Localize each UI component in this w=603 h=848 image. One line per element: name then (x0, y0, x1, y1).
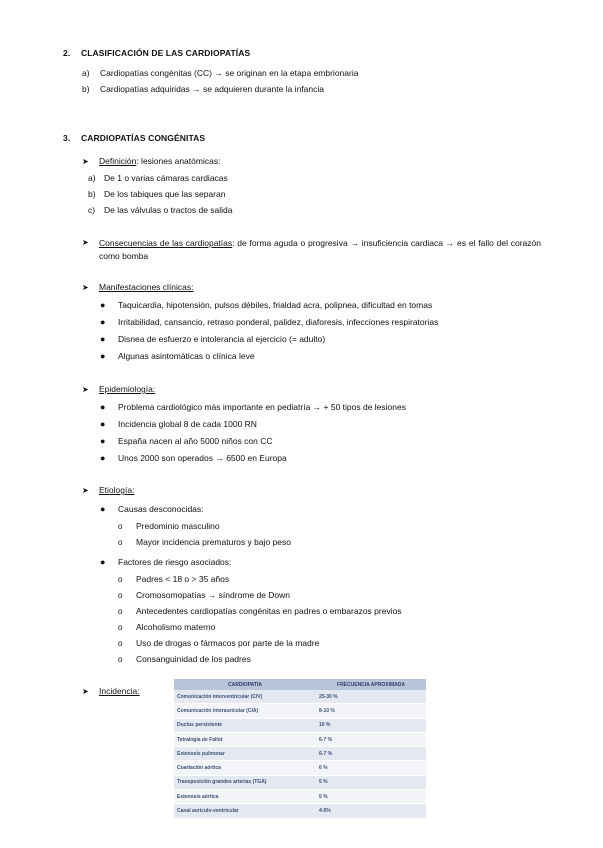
bullet-item (100, 317, 438, 327)
bullet-text: España nacen al año 5000 niños con CC (118, 436, 273, 446)
item-text: De las válvulas o tractos de salida (104, 205, 233, 215)
bullet-item (100, 453, 287, 463)
item-label: c) (88, 205, 96, 215)
bullet-text: Algunas asintomáticas o clínica leve (118, 351, 255, 361)
bullet-dot-icon: ● (100, 334, 106, 344)
item-label: a) (82, 68, 90, 78)
table-cell: Canal auriculo-ventricular (174, 804, 316, 818)
table-cell: Transposición grandes arterias (TGA) (174, 775, 316, 789)
item-text: Cardiopatías adquiridas → se adquieren durante la infancia (100, 84, 324, 94)
item-label: b) (82, 84, 90, 94)
table-cell: Ductus persistente (174, 718, 316, 732)
heading-text: Manifestaciones clínicas: (99, 282, 194, 292)
bullet-text: Problema cardiológico más importante en pediatría → + 50 tipos de lesiones (118, 402, 406, 412)
bullet-dot-icon: ● (100, 504, 106, 514)
bullet-text: Irritabilidad, cansancio, retraso ponderal, palidez, diaforesis, infecciones respiratorias (118, 317, 439, 327)
bullet-item (100, 436, 273, 446)
sub-bullet-text: Mayor incidencia prematuros y bajo peso (136, 537, 291, 547)
bullet-item (100, 402, 406, 412)
table-row (174, 732, 426, 746)
bullet-dot-icon: ● (100, 436, 106, 446)
heading-definicion (82, 156, 220, 166)
table-cell: 6-7 % (316, 747, 426, 761)
list-item (88, 173, 228, 183)
item-text: Cardiopatías congénitas (CC) → se originan en la etapa embrionaria (100, 68, 359, 78)
table-row (174, 747, 426, 761)
circle-bullet-icon: o (118, 623, 123, 632)
table-row (174, 718, 426, 732)
bullet-dot-icon: ● (100, 557, 106, 567)
list-item (88, 189, 225, 199)
sub-bullet-text: Cromosomopatías → síndrome de Down (136, 590, 291, 600)
arrowhead-bullet-icon: ➤ (82, 385, 89, 394)
bullet-item (100, 557, 231, 567)
table-cell: Comunicación interventricular (CIV) (174, 690, 316, 704)
table-row (174, 704, 426, 718)
section-title-text: CARDIOPATÍAS CONGÉNITAS (81, 133, 206, 143)
bullet-item (100, 419, 257, 429)
table-cell: Estenosis pulmonar (174, 747, 316, 761)
table-cell: 4-5% (316, 804, 426, 818)
item-text: De 1 o varias cámaras cardiacas (104, 173, 228, 183)
sub-bullet-text: Consanguinidad de los padres (136, 654, 251, 664)
circle-bullet-icon: o (118, 655, 123, 664)
bullet-text: Causas desconocidas: (118, 504, 204, 514)
heading-incidencia (82, 686, 140, 696)
circle-bullet-icon: o (118, 607, 123, 616)
list-item (88, 205, 233, 215)
bullet-text: Factores de riesgo asociados: (118, 557, 232, 567)
sub-bullet-text: Antecedentes cardiopatías congénitas en padres o embarazos previos (136, 606, 402, 616)
section-number: 2. (63, 48, 71, 58)
arrowhead-bullet-icon: ➤ (82, 157, 89, 166)
table-cell: 6 % (316, 761, 426, 775)
list-item (82, 68, 358, 78)
item-label: b) (88, 189, 96, 199)
heading-rest: : lesiones anatómicas: (136, 156, 221, 166)
table-row (174, 690, 426, 704)
heading-text: Incidencia: (99, 686, 140, 696)
bullet-dot-icon: ● (100, 300, 106, 310)
heading-etiologia (82, 485, 134, 495)
item-text: De los tabiques que las separan (104, 189, 226, 199)
table-cell: Coartación aórtica (174, 761, 316, 775)
arrowhead-bullet-icon: ➤ (82, 238, 89, 247)
list-item (82, 84, 324, 94)
heading-epidemiologia (82, 384, 155, 394)
table-row (174, 775, 426, 789)
table-cell: Comunicación interauricular (CIA) (174, 704, 316, 718)
circle-bullet-icon: o (118, 522, 123, 531)
table-cell: 8-10 % (316, 704, 426, 718)
paragraph-text: : de forma aguda o progresiva → insuficiencia cardiaca → es el fallo del corazón como bomba (99, 238, 541, 261)
bullet-dot-icon: ● (100, 419, 106, 429)
table-cell: 5 % (316, 790, 426, 804)
bullet-dot-icon: ● (100, 402, 106, 412)
table-row (174, 790, 426, 804)
heading-manifestaciones (82, 282, 194, 292)
section-title-text: CLASIFICACIÓN DE LAS CARDIOPATÍAS (81, 48, 251, 58)
sub-bullet-item (118, 606, 402, 616)
circle-bullet-icon: o (118, 591, 123, 600)
table-cell: Estenosis aórtica (174, 790, 316, 804)
heading-text: Consecuencias de las cardiopatías (99, 238, 233, 248)
bullet-item (100, 504, 204, 514)
section-2-title (63, 48, 250, 58)
sub-bullet-item (118, 521, 220, 531)
column-header: FRECUENCIA APROXIMADA (316, 679, 426, 690)
sub-bullet-text: Predominio masculino (136, 521, 220, 531)
bullet-item (100, 351, 255, 361)
sub-bullet-item (118, 574, 229, 584)
sub-bullet-text: Alcoholismo materno (136, 622, 216, 632)
table-cell: 6-7 % (316, 732, 426, 746)
arrowhead-bullet-icon: ➤ (82, 486, 89, 495)
bullet-item (100, 300, 432, 310)
circle-bullet-icon: o (118, 538, 123, 547)
heading-text: Epidemiología: (99, 384, 156, 394)
column-header: CARDIOPATIA (174, 679, 316, 690)
sub-bullet-item (118, 622, 215, 632)
bullet-text: Disnea de esfuerzo e intolerancia al ejercicio (= adulto) (118, 334, 326, 344)
arrowhead-bullet-icon: ➤ (82, 687, 89, 696)
bullet-text: Taquicardia, hipotensión, pulsos débiles, frialdad acra, polipnea, dificultad en tomas (118, 300, 433, 310)
incidence-table (174, 679, 426, 819)
item-label: a) (88, 173, 96, 183)
table-cell: 10 % (316, 718, 426, 732)
bullet-dot-icon: ● (100, 453, 106, 463)
table-row (174, 804, 426, 818)
sub-bullet-item (118, 537, 291, 547)
heading-text: Etiología: (99, 485, 135, 495)
circle-bullet-icon: o (118, 575, 123, 584)
sub-bullet-text: Padres < 18 o > 35 años (136, 574, 230, 584)
table-header-row (174, 679, 426, 690)
heading-arrow (82, 237, 99, 247)
sub-bullet-item (118, 638, 319, 648)
bullet-text: Incidencia global 8 de cada 1000 RN (118, 419, 257, 429)
table-cell: 25-30 % (316, 690, 426, 704)
arrowhead-bullet-icon: ➤ (82, 283, 89, 292)
table-cell: Tetralogía de Fallot (174, 732, 316, 746)
heading-text: Definición (99, 156, 137, 166)
sub-bullet-text: Uso de drogas o fármacos por parte de la madre (136, 638, 320, 648)
bullet-dot-icon: ● (100, 351, 106, 361)
sub-bullet-item (118, 654, 251, 664)
circle-bullet-icon: o (118, 639, 123, 648)
sub-bullet-item (118, 590, 290, 600)
bullet-item (100, 334, 325, 344)
consecuencias-paragraph (99, 237, 541, 263)
bullet-text: Unos 2000 son operados → 6500 en Europa (118, 453, 287, 463)
section-3-title (63, 133, 205, 143)
section-number: 3. (63, 133, 71, 143)
bullet-dot-icon: ● (100, 317, 106, 327)
table-row (174, 761, 426, 775)
table-cell: 5 % (316, 775, 426, 789)
